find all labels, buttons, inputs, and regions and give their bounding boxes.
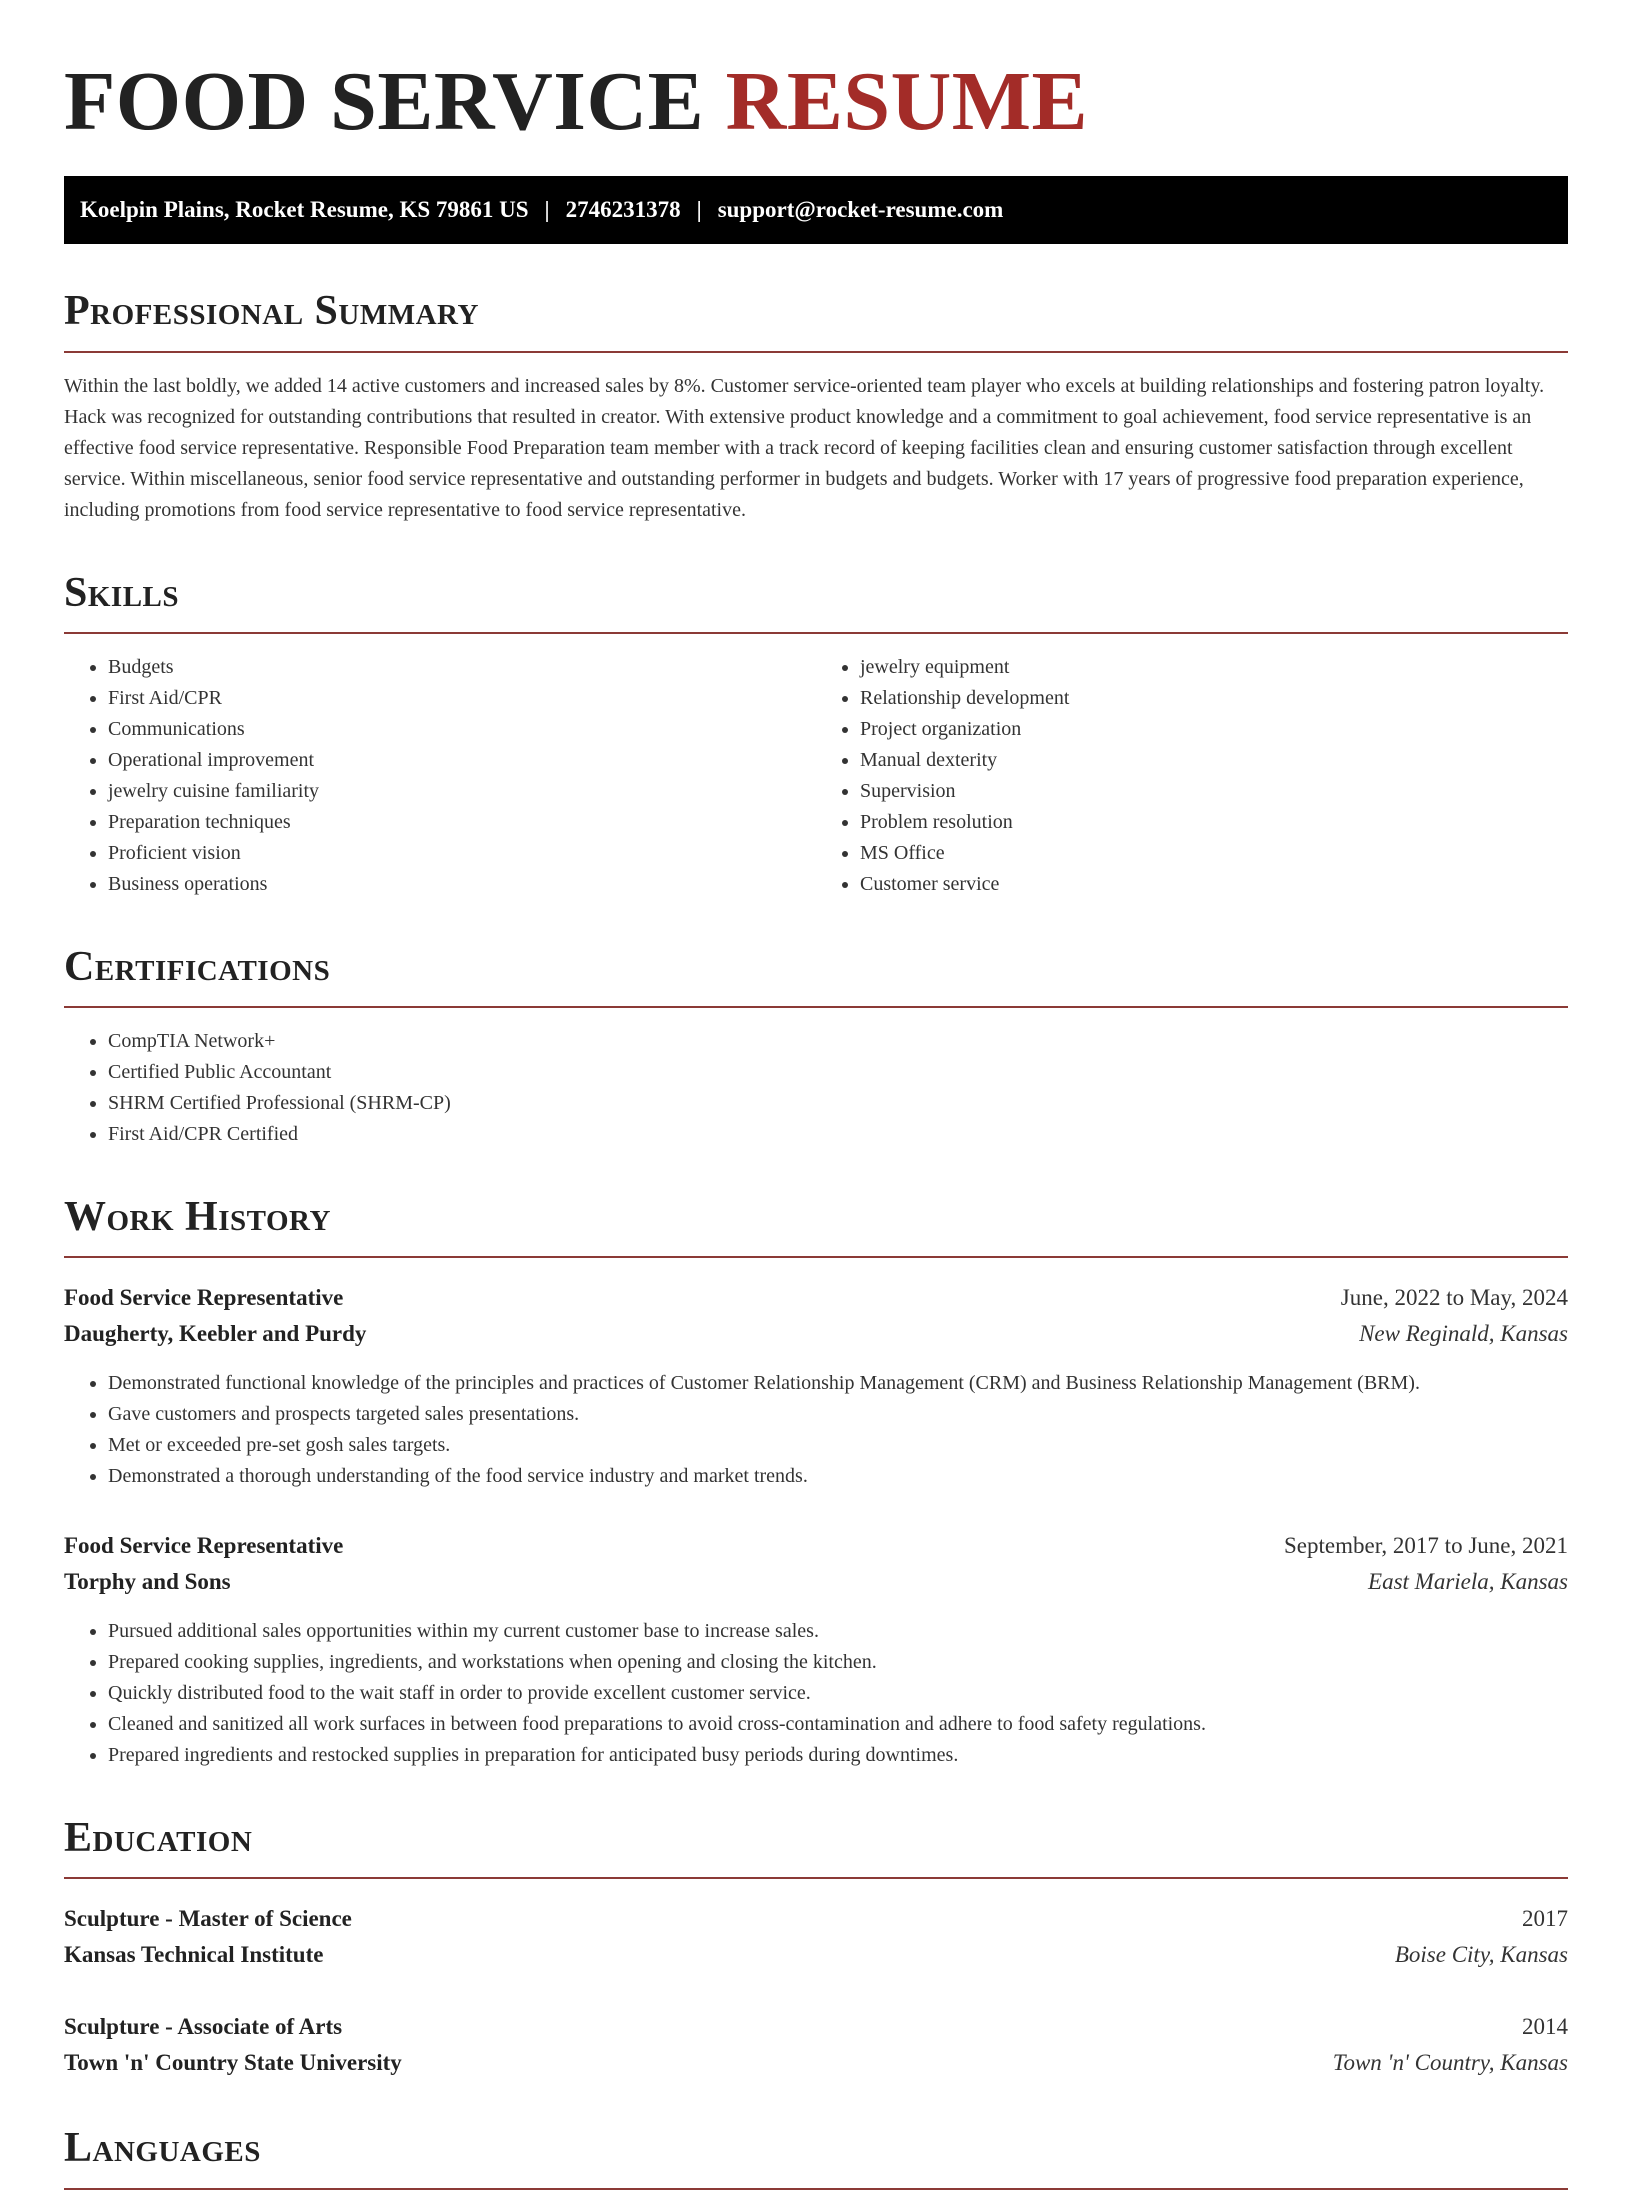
job-company: Daugherty, Keebler and Purdy — [64, 1321, 367, 1347]
job-dates: June, 2022 to May, 2024 — [1340, 1285, 1568, 1311]
education-degree-row — [64, 1901, 1568, 1937]
skill-item: • jewelry equipment — [860, 652, 1568, 683]
education-degree-row — [64, 2009, 1568, 2045]
job-role: Food Service Representative — [64, 1285, 344, 1311]
skill-item: • Project organization — [860, 714, 1568, 745]
certifications-heading: Certifications — [64, 943, 331, 990]
education-section — [64, 1815, 1568, 2081]
title-accent: RESUME — [725, 55, 1089, 148]
section-divider — [64, 1256, 1568, 1258]
languages-heading: Languages — [64, 2125, 261, 2172]
skill-item: • jewelry cuisine familiarity — [108, 776, 816, 807]
job-duty: • Prepared ingredients and restocked supplies in preparation for anticipated busy periods during downtimes. — [108, 1740, 1568, 1771]
education-school-row — [64, 2045, 1568, 2081]
section-divider — [64, 1877, 1568, 1879]
section-divider — [64, 1006, 1568, 1008]
contact-separator: | — [696, 197, 702, 223]
job-duty: • Cleaned and sanitized all work surfaces in between food preparations to avoid cross-contamination and adhere to food safety regulations. — [108, 1709, 1568, 1740]
education-year: 2017 — [1522, 1906, 1568, 1932]
job-duty: • Prepared cooking supplies, ingredients, and workstations when opening and closing the kitchen. — [108, 1647, 1568, 1678]
job-duty: • Pursued additional sales opportunities within my current customer base to increase sales. — [108, 1616, 1568, 1647]
languages-section — [64, 2125, 1568, 2189]
education-entry — [64, 1901, 1568, 1973]
skill-item: • MS Office — [860, 838, 1568, 869]
job-duty: • Quickly distributed food to the wait staff in order to provide excellent customer service. — [108, 1678, 1568, 1709]
job-location: New Reginald, Kansas — [1359, 1321, 1568, 1347]
education-school: Kansas Technical Institute — [64, 1942, 324, 1968]
job-entry — [64, 1280, 1568, 1492]
certification-item: • CompTIA Network+ — [108, 1026, 1568, 1057]
certification-item: • Certified Public Accountant — [108, 1057, 1568, 1088]
job-company-row — [64, 1316, 1568, 1352]
job-role: Food Service Representative — [64, 1533, 344, 1559]
education-location: Town 'n' Country, Kansas — [1332, 2050, 1568, 2076]
contact-email: support@rocket-resume.com — [717, 197, 1004, 223]
job-company: Torphy and Sons — [64, 1569, 231, 1595]
certification-item: • First Aid/CPR Certified — [108, 1119, 1568, 1150]
certification-item: • SHRM Certified Professional (SHRM-CP) — [108, 1088, 1568, 1119]
job-entry — [64, 1528, 1568, 1771]
job-duty: • Demonstrated a thorough understanding of the food service industry and market trends. — [108, 1461, 1568, 1492]
education-year: 2014 — [1522, 2014, 1568, 2040]
resume-title — [64, 56, 1568, 148]
education-heading: Education — [64, 1815, 253, 1862]
work-history-heading: Work History — [64, 1193, 331, 1240]
education-location: Boise City, Kansas — [1394, 1942, 1568, 1968]
education-degree: Sculpture - Master of Science — [64, 1906, 352, 1932]
job-duties-list — [64, 1616, 1568, 1771]
education-school: Town 'n' Country State University — [64, 2050, 402, 2076]
summary-text: Within the last boldly, we added 14 active customers and increased sales by 8%. Customer service-oriented team player who excels at building relationships and fostering patron loyalty. Hack was recognized for outstanding contributions that resulted in creator. With extensive product knowledge and a commitment to goal achievement, food service representative is an effective food service representative. Responsible Food Preparation team member with a track record of keeping facilities clean and ensuring customer satisfaction through excellent service. Within miscellaneous, senior food service representative and outstanding performer in budgets and budgets. Worker with 17 years of progressive food preparation experience, including promotions from food service representative to food service representative. — [64, 374, 1545, 521]
skill-item: • Relationship development — [860, 683, 1568, 714]
job-duty: • Demonstrated functional knowledge of the principles and practices of Customer Relationship Management (CRM) and Business Relationship Management (BRM). — [108, 1368, 1568, 1399]
work-history-section — [64, 1194, 1568, 1771]
job-header-row — [64, 1528, 1568, 1564]
job-dates: September, 2017 to June, 2021 — [1284, 1533, 1568, 1559]
education-school-row — [64, 1937, 1568, 1973]
skills-section — [64, 570, 1568, 900]
certifications-list — [64, 1026, 1568, 1150]
contact-phone: 2746231378 — [565, 197, 681, 223]
skill-item: • Operational improvement — [108, 745, 816, 776]
title-main: FOOD SERVICE — [64, 55, 726, 148]
section-divider — [64, 2188, 1568, 2190]
summary-heading: Professional Summary — [64, 288, 479, 335]
skill-item: • Customer service — [860, 869, 1568, 900]
job-duty: • Met or exceeded pre-set gosh sales targets. — [108, 1430, 1568, 1461]
skill-item: • Supervision — [860, 776, 1568, 807]
skill-item: • Budgets — [108, 652, 816, 683]
job-duties-list — [64, 1368, 1568, 1492]
skill-item: • Proficient vision — [108, 838, 816, 869]
job-header-row — [64, 1280, 1568, 1316]
education-degree: Sculpture - Associate of Arts — [64, 2014, 343, 2040]
skills-columns — [64, 634, 1568, 900]
skill-item: • Preparation techniques — [108, 807, 816, 838]
skill-item: • Communications — [108, 714, 816, 745]
skill-item: • First Aid/CPR — [108, 683, 816, 714]
skill-item: • Problem resolution — [860, 807, 1568, 838]
summary-section — [64, 288, 1568, 525]
certifications-section — [64, 944, 1568, 1150]
job-company-row — [64, 1564, 1568, 1600]
job-duty: • Gave customers and prospects targeted sales presentations. — [108, 1399, 1568, 1430]
education-entry — [64, 2009, 1568, 2081]
contact-bar — [64, 176, 1568, 244]
skills-list-left — [64, 652, 816, 900]
contact-separator: | — [544, 197, 550, 223]
section-divider — [64, 351, 1568, 353]
skill-item: • Manual dexterity — [860, 745, 1568, 776]
contact-address: Koelpin Plains, Rocket Resume, KS 79861 US — [80, 197, 529, 223]
skills-heading: Skills — [64, 569, 180, 616]
job-location: East Mariela, Kansas — [1368, 1569, 1568, 1595]
skills-list-right — [816, 652, 1568, 900]
skill-item: • Business operations — [108, 869, 816, 900]
